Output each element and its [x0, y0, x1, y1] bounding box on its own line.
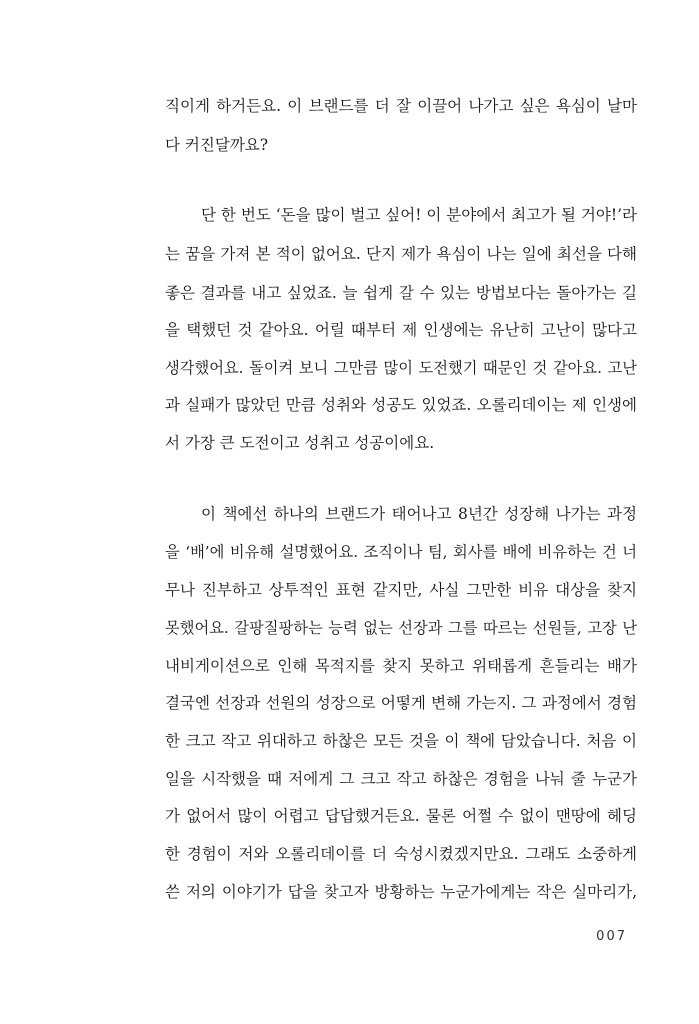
page-number: 007 — [596, 929, 627, 944]
text-line: 서 가장 큰 도전이고 성취고 성공이에요. — [165, 434, 435, 452]
text-line: 는 꿈을 가져 본 적이 없어요. 단지 제가 욕심이 나는 일에 최선을 다해 — [165, 245, 637, 263]
text-line: 생각했어요. 돌이켜 보니 그만큼 많이 도전했기 때문인 것 같아요. 고난 — [165, 359, 637, 377]
text-line: 을 ‘배’에 비유해 설명했어요. 조직이나 팀, 회사를 배에 비유하는 건 너 — [165, 543, 637, 561]
text-line: 직이게 하거든요. 이 브랜드를 더 잘 이끌어 나가고 싶은 욕심이 날마 — [165, 97, 637, 115]
text-line: 을 택했던 것 같아요. 어릴 때부터 제 인생에는 유난히 고난이 많다고 — [165, 321, 637, 339]
text-line: 쓴 저의 이야기가 답을 찾고자 방황하는 누군가에게는 작은 실마리가, — [165, 883, 637, 901]
text-line: 한 경험이 저와 오롤리데이를 더 숙성시켰겠지만요. 그래도 소중하게 — [165, 845, 637, 863]
text-line: 다 커진달까요? — [165, 136, 269, 154]
text-line: 결국엔 선장과 선원의 성장으로 어떻게 변해 가는지. 그 과정에서 경험 — [165, 694, 637, 712]
text-line: 단 한 번도 ‘돈을 많이 벌고 싶어! 이 분야에서 최고가 될 거야!’라 — [201, 206, 637, 224]
text-line: 가 없어서 많이 어렵고 답답했거든요. 물론 어쩔 수 없이 맨땅에 헤딩 — [165, 807, 637, 825]
text-line: 이 책에선 하나의 브랜드가 태어나고 8년간 성장해 나가는 과정 — [201, 505, 637, 523]
text-line: 무나 진부하고 상투적인 표현 같지만, 사실 그만한 비유 대상을 찾지 — [165, 581, 637, 599]
text-line: 내비게이션으로 인해 목적지를 찾지 못하고 위태롭게 흔들리는 배가 — [165, 657, 637, 675]
text-line: 한 크고 작고 위대하고 하찮은 모든 것을 이 책에 담았습니다. 처음 이 — [165, 732, 637, 750]
text-line: 못했어요. 갈팡질팡하는 능력 없는 선장과 그를 따르는 선원들, 고장 난 — [165, 619, 637, 637]
text-line: 일을 시작했을 때 저에게 그 크고 작고 하찮은 경험을 나눠 줄 누군가 — [165, 770, 637, 788]
text-line: 과 실패가 많았던 만큼 성취와 성공도 있었죠. 오롤리데이는 제 인생에 — [165, 396, 637, 414]
text-line: 좋은 결과를 내고 싶었죠. 늘 쉽게 갈 수 있는 방법보다는 돌아가는 길 — [165, 284, 637, 302]
